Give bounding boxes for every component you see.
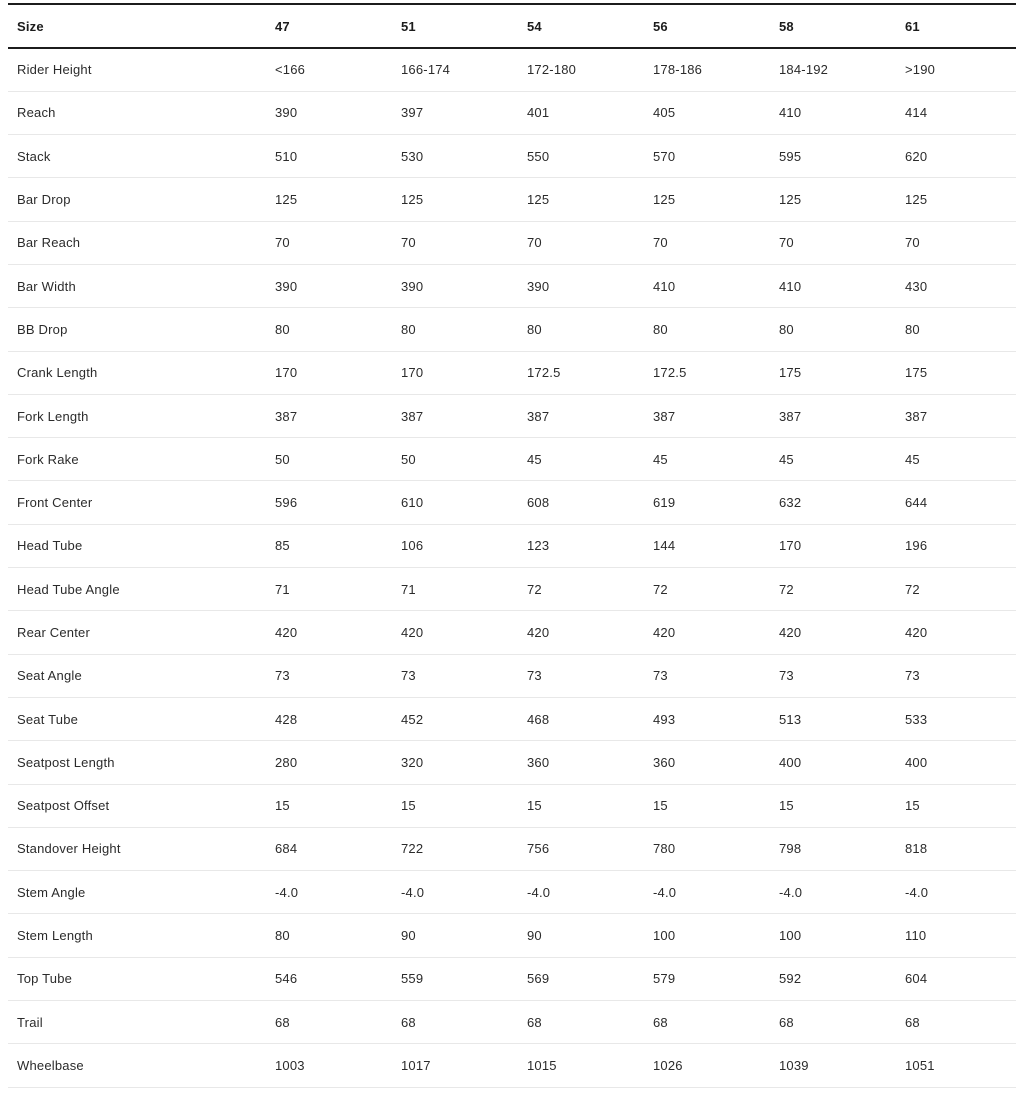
row-label: Seat Angle <box>17 668 82 684</box>
cell-value: 390 <box>401 278 424 294</box>
cell-value: 570 <box>653 148 676 164</box>
cell-value: 410 <box>653 278 676 294</box>
cell-value: 68 <box>905 1014 920 1030</box>
table-row <box>8 741 1016 784</box>
cell-value: 360 <box>653 754 676 770</box>
table-row <box>8 524 1016 567</box>
cell-value: 80 <box>779 321 794 337</box>
cell-value: 73 <box>275 668 290 684</box>
row-label: Trail <box>17 1014 43 1030</box>
cell-value: 175 <box>905 365 928 381</box>
cell-value: 620 <box>905 148 928 164</box>
table-row <box>8 871 1016 914</box>
cell-value: 595 <box>779 148 802 164</box>
cell-value: 405 <box>653 105 676 121</box>
cell-value: 70 <box>401 235 416 251</box>
cell-value: 428 <box>275 711 298 727</box>
cell-value: 144 <box>653 538 676 554</box>
table-row <box>8 957 1016 1000</box>
cell-value: 15 <box>653 798 668 814</box>
cell-value: 45 <box>653 451 668 467</box>
table-row <box>8 91 1016 134</box>
cell-value: 684 <box>275 841 298 857</box>
cell-value: 125 <box>653 192 676 208</box>
row-label: Seat Tube <box>17 711 79 727</box>
cell-value: 125 <box>527 192 550 208</box>
cell-value: 1051 <box>905 1057 935 1073</box>
cell-value: 430 <box>905 278 928 294</box>
table-row <box>8 221 1016 264</box>
size-header-47: 47 <box>275 18 290 34</box>
cell-value: 400 <box>779 754 802 770</box>
table-row <box>8 135 1016 178</box>
cell-value: 80 <box>275 928 290 944</box>
row-label: BB Drop <box>17 321 68 337</box>
geometry-table <box>8 3 1016 1088</box>
cell-value: 166-174 <box>401 62 451 78</box>
table-row <box>8 697 1016 740</box>
cell-value: 72 <box>905 581 920 597</box>
cell-value: 818 <box>905 841 928 857</box>
cell-value: 400 <box>905 754 928 770</box>
row-label: Rear Center <box>17 625 91 640</box>
cell-value: 50 <box>401 451 416 467</box>
cell-value: 390 <box>275 105 298 121</box>
size-column-header: Size <box>17 18 44 34</box>
cell-value: 70 <box>905 235 920 251</box>
cell-value: 798 <box>779 841 802 857</box>
cell-value: 80 <box>401 321 416 337</box>
cell-value: 172.5 <box>653 365 687 381</box>
size-header-58: 58 <box>779 18 794 34</box>
cell-value: 1026 <box>653 1057 683 1073</box>
row-label: Top Tube <box>17 971 73 987</box>
cell-value: 72 <box>779 581 794 597</box>
cell-value: 604 <box>905 971 928 987</box>
cell-value: 468 <box>527 711 550 727</box>
cell-value: 280 <box>275 754 298 770</box>
cell-value: 125 <box>905 192 928 208</box>
cell-value: 546 <box>275 971 298 987</box>
cell-value: -4.0 <box>905 884 929 900</box>
row-label: Reach <box>17 105 56 121</box>
cell-value: 80 <box>905 321 920 337</box>
cell-value: 420 <box>653 625 676 640</box>
cell-value: 608 <box>527 495 550 511</box>
cell-value: 510 <box>275 148 298 164</box>
cell-value: 414 <box>905 105 928 121</box>
cell-value: 632 <box>779 495 802 511</box>
cell-value: 45 <box>527 451 542 467</box>
cell-value: 73 <box>905 668 920 684</box>
cell-value: 387 <box>527 408 550 424</box>
cell-value: 68 <box>779 1014 794 1030</box>
cell-value: 45 <box>779 451 794 467</box>
cell-value: 387 <box>779 408 802 424</box>
cell-value: 172.5 <box>527 365 561 381</box>
cell-value: 410 <box>779 105 802 121</box>
cell-value: 125 <box>779 192 802 208</box>
table-row <box>8 394 1016 437</box>
cell-value: 15 <box>527 798 542 814</box>
cell-value: 125 <box>275 192 298 208</box>
cell-value: 80 <box>527 321 542 337</box>
cell-value: 513 <box>779 711 802 727</box>
cell-value: 1017 <box>401 1057 431 1073</box>
size-header-61: 61 <box>905 18 920 34</box>
cell-value: 579 <box>653 971 676 987</box>
row-label: Fork Rake <box>17 451 79 467</box>
size-header-54: 54 <box>527 18 542 34</box>
cell-value: 100 <box>653 928 676 944</box>
row-label: Fork Length <box>17 408 89 424</box>
table-row <box>8 264 1016 307</box>
cell-value: 68 <box>275 1014 290 1030</box>
cell-value: 644 <box>905 495 928 511</box>
cell-value: 90 <box>401 928 416 944</box>
cell-value: 387 <box>401 408 424 424</box>
cell-value: 90 <box>527 928 542 944</box>
row-label: Seatpost Length <box>17 754 115 770</box>
cell-value: 360 <box>527 754 550 770</box>
table-row <box>8 308 1016 351</box>
cell-value: 100 <box>779 928 802 944</box>
cell-value: 123 <box>527 538 550 554</box>
cell-value: 756 <box>527 841 550 857</box>
cell-value: <166 <box>275 62 306 78</box>
table-row <box>8 1001 1016 1044</box>
cell-value: 45 <box>905 451 920 467</box>
cell-value: 390 <box>527 278 550 294</box>
cell-value: 110 <box>905 928 927 944</box>
cell-value: 1015 <box>527 1057 557 1073</box>
cell-value: 420 <box>905 625 928 640</box>
row-label: Standover Height <box>17 841 121 857</box>
cell-value: 610 <box>401 495 424 511</box>
cell-value: 420 <box>401 625 424 640</box>
cell-value: 172-180 <box>527 62 577 78</box>
row-label: Crank Length <box>17 365 98 381</box>
cell-value: >190 <box>905 62 936 78</box>
cell-value: 780 <box>653 841 676 857</box>
row-label: Front Center <box>17 495 93 511</box>
cell-value: 175 <box>779 365 802 381</box>
row-label: Wheelbase <box>17 1057 84 1073</box>
cell-value: 184-192 <box>779 62 829 78</box>
cell-value: 196 <box>905 538 928 554</box>
cell-value: 71 <box>275 581 290 597</box>
cell-value: 170 <box>401 365 424 381</box>
cell-value: 72 <box>527 581 542 597</box>
row-label: Head Tube Angle <box>17 581 120 597</box>
cell-value: 387 <box>653 408 676 424</box>
table-row <box>8 48 1016 91</box>
cell-value: 73 <box>779 668 794 684</box>
cell-value: 73 <box>653 668 668 684</box>
cell-value: 70 <box>779 235 794 251</box>
table-row <box>8 914 1016 957</box>
cell-value: 125 <box>401 192 424 208</box>
table-row <box>8 611 1016 654</box>
cell-value: 320 <box>401 754 424 770</box>
cell-value: -4.0 <box>527 884 551 900</box>
cell-value: 401 <box>527 105 550 121</box>
cell-value: 722 <box>401 841 424 857</box>
cell-value: 420 <box>527 625 550 640</box>
cell-value: 68 <box>527 1014 542 1030</box>
cell-value: 592 <box>779 971 802 987</box>
cell-value: 387 <box>275 408 298 424</box>
row-label: Bar Reach <box>17 235 81 251</box>
size-header-56: 56 <box>653 18 668 34</box>
row-label: Bar Drop <box>17 192 71 208</box>
row-label: Stack <box>17 148 51 164</box>
cell-value: 452 <box>401 711 424 727</box>
cell-value: 569 <box>527 971 550 987</box>
cell-value: 68 <box>653 1014 668 1030</box>
cell-value: 1003 <box>275 1057 305 1073</box>
cell-value: 73 <box>527 668 542 684</box>
row-label: Bar Width <box>17 278 76 294</box>
cell-value: 550 <box>527 148 550 164</box>
cell-value: 533 <box>905 711 928 727</box>
cell-value: 85 <box>275 538 290 554</box>
table-row <box>8 654 1016 697</box>
table-row <box>8 1044 1016 1087</box>
table-header-row <box>8 4 1016 48</box>
cell-value: 170 <box>779 538 802 554</box>
cell-value: 15 <box>905 798 920 814</box>
cell-value: 15 <box>779 798 794 814</box>
table-row <box>8 784 1016 827</box>
table-row <box>8 827 1016 870</box>
cell-value: 390 <box>275 278 298 294</box>
cell-value: 68 <box>401 1014 416 1030</box>
cell-value: 15 <box>275 798 290 814</box>
cell-value: 397 <box>401 105 424 121</box>
table-row <box>8 568 1016 611</box>
cell-value: 80 <box>653 321 668 337</box>
cell-value: -4.0 <box>779 884 803 900</box>
cell-value: 410 <box>779 278 802 294</box>
cell-value: -4.0 <box>401 884 425 900</box>
cell-value: 420 <box>779 625 802 640</box>
size-header-51: 51 <box>401 18 416 34</box>
cell-value: 73 <box>401 668 416 684</box>
row-label: Head Tube <box>17 538 83 554</box>
cell-value: 80 <box>275 321 290 337</box>
row-label: Stem Angle <box>17 884 86 900</box>
cell-value: 530 <box>401 148 424 164</box>
cell-value: 170 <box>275 365 298 381</box>
table-row <box>8 178 1016 221</box>
cell-value: 106 <box>401 538 424 554</box>
table-row <box>8 438 1016 481</box>
cell-value: 15 <box>401 798 416 814</box>
cell-value: 420 <box>275 625 298 640</box>
table-row <box>8 351 1016 394</box>
cell-value: -4.0 <box>653 884 677 900</box>
cell-value: 178-186 <box>653 62 703 78</box>
cell-value: 619 <box>653 495 676 511</box>
table-row <box>8 481 1016 524</box>
cell-value: 50 <box>275 451 290 467</box>
cell-value: 70 <box>653 235 668 251</box>
row-label: Rider Height <box>17 62 92 78</box>
cell-value: 72 <box>653 581 668 597</box>
cell-value: 596 <box>275 495 298 511</box>
row-label: Seatpost Offset <box>17 798 110 814</box>
cell-value: 559 <box>401 971 424 987</box>
cell-value: 387 <box>905 408 928 424</box>
cell-value: 1039 <box>779 1057 809 1073</box>
cell-value: 493 <box>653 711 676 727</box>
cell-value: 71 <box>401 581 416 597</box>
cell-value: -4.0 <box>275 884 299 900</box>
row-label: Stem Length <box>17 928 93 944</box>
cell-value: 70 <box>275 235 290 251</box>
cell-value: 70 <box>527 235 542 251</box>
